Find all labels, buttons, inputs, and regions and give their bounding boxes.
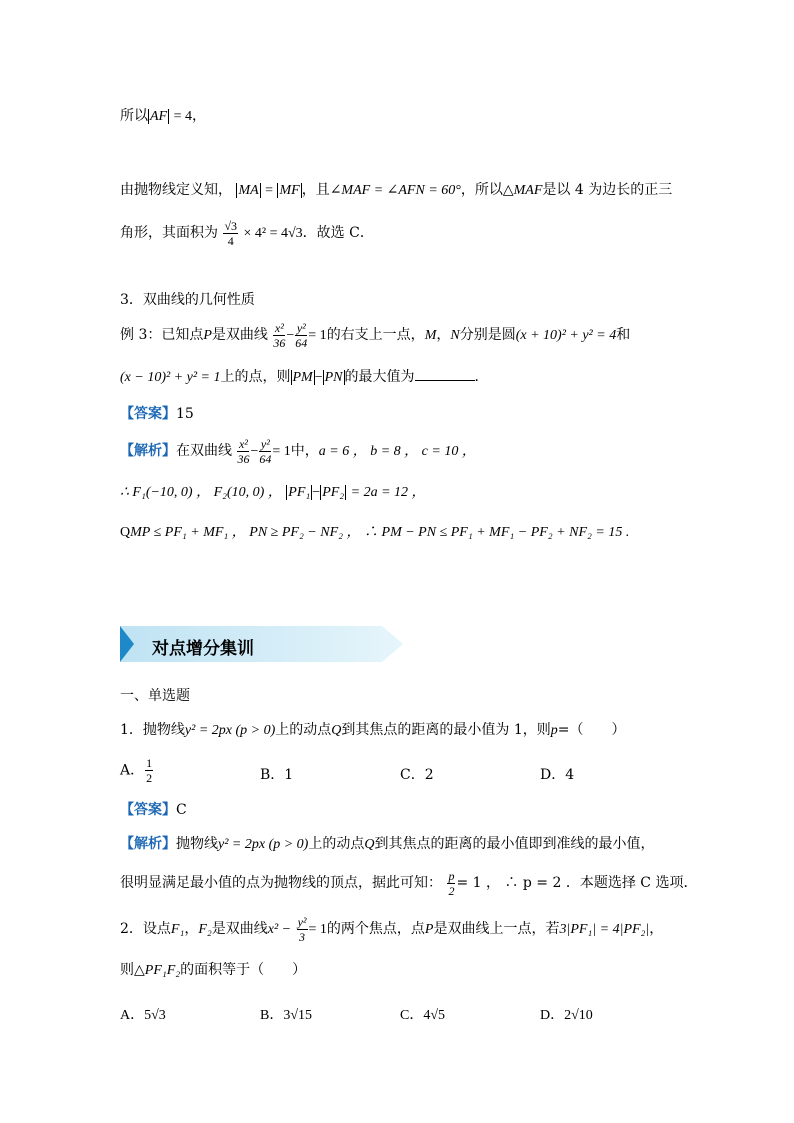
q2-option-b: B．3√15 xyxy=(260,1008,313,1023)
q2-option-a: A．5√3 xyxy=(120,1008,166,1023)
q2-option-d: D．2√10 xyxy=(540,1008,593,1023)
fraction-sqrt3-over-4: $\frac{√3}{4}$ xyxy=(224,218,238,248)
answer-line: 【答案】15 xyxy=(120,406,194,422)
part-title: 一、单选题 xyxy=(120,688,190,704)
analysis-line-1: 【解析】在双曲线 $\frac{\text{x²}}{36}$ − $\frac{\text{y²}}{64}$ = 1中，a = 6 ， b = 8 ， c = 10 ， xyxy=(120,436,476,466)
q1-analysis-line-2: 很明显满足最小值的点为抛物线的顶点，据此可知： $\frac{p}{2}$ = 1 ， ∴ p = 2 ．本题选择 C 选项． xyxy=(120,868,698,898)
q1-answer: 【答案】C xyxy=(120,802,187,818)
question-2-line-2: 则△PF₁F₂的面积等于（ ） xyxy=(120,962,307,978)
q2-option-c: C．4√5 xyxy=(400,1008,446,1023)
example-3-line-1: 例 3：已知点P是双曲线 $\frac{\text{x²}}{36}$ − $\frac{\text{y²}}{64}$ = 1的右支上一点，M，N分别是圆(x + 10)² + y² = 4和 xyxy=(120,320,631,350)
question-1: 1．抛物线y² = 2px (p > 0)上的动点Q到其焦点的距离的最小值为 1，则p=（ ） xyxy=(120,722,626,738)
analysis-line-3: QMP ≤ PF₁ + MF₁ ， PN ≥ PF₂ − NF₂ ， ∴ PM − PN ≤ PF₁ + MF₁ − PF₂ + NF₂ = 15 . xyxy=(120,525,630,540)
example-3-line-2: (x − 10)² + y² = 1上的点，则 PM − PN 的最大值为 ． xyxy=(120,366,489,388)
section-banner xyxy=(120,626,403,662)
solution-line-definition: 由抛物线定义知， MA = MF ，且∠MAF = ∠AFN = 60°，所以△MAF是以 4 为边长的正三 xyxy=(120,182,673,198)
q1-analysis-line-1: 【解析】抛物线y² = 2px (p > 0)上的动点Q到其焦点的距离的最小值即到准线的最小值， xyxy=(120,836,655,852)
q1-option-b: B．1 xyxy=(260,767,294,783)
banner-title: 对点增分集训 xyxy=(152,639,254,659)
analysis-line-2: ∴ F₁(−10, 0) ， F₂(10, 0) ， PF₁ − PF₂ = 2a = 12 ， xyxy=(120,485,426,500)
solution-line-af: 所以 AF = 4， xyxy=(120,108,206,124)
section-title: 3．双曲线的几何性质 xyxy=(120,292,255,308)
solution-line-area: 角形，其面积为 $\frac{√3}{4}$ × 4² = 4√3．故选 C． xyxy=(120,218,374,248)
q1-option-d: D．4 xyxy=(540,767,575,783)
answer-blank xyxy=(415,366,475,381)
question-2-line-1: 2．设点F₁，F₂是双曲线x² − $\frac{\text{y²}}{3}$ = 1的两个焦点，点P是双曲线上一点，若3|PF₁| = 4|PF₂|， xyxy=(120,914,664,944)
q1-option-a: A． $\frac{1}{2}$ xyxy=(120,756,153,785)
q1-option-c: C．2 xyxy=(400,767,434,783)
